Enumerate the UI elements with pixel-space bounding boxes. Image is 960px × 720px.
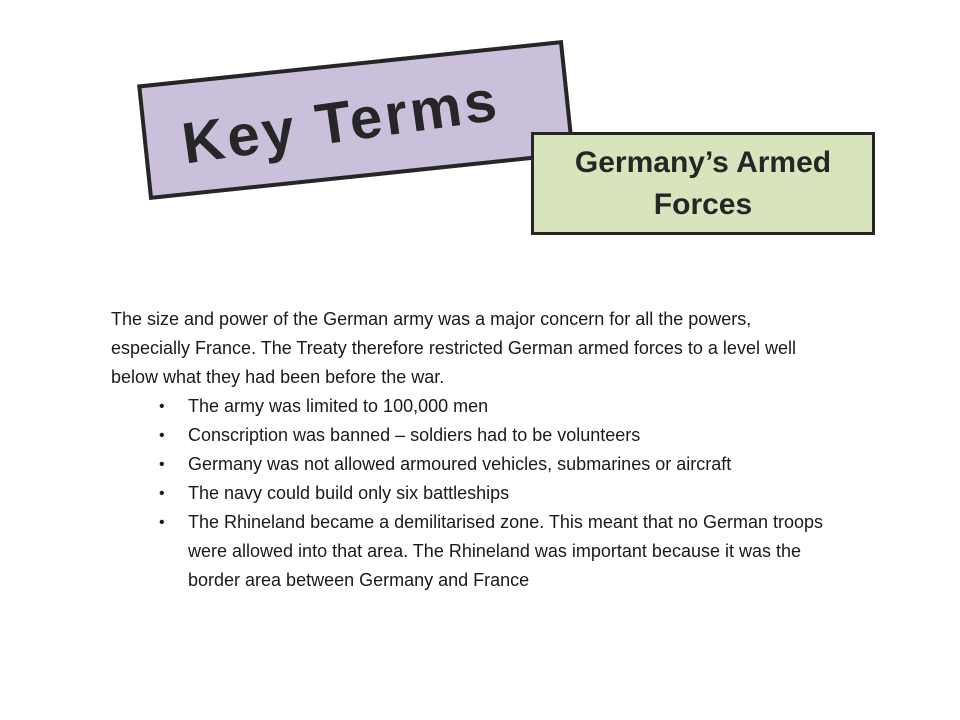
list-item-text: Germany was not allowed armoured vehicles, submarines or aircraft (188, 454, 732, 474)
topic-title: Germany’s Armed Forces (574, 145, 832, 221)
topic-box (531, 132, 875, 235)
list-item-text: The navy could build only six battleships (188, 483, 510, 503)
list-item-text: Conscription was banned – soldiers had to be volunteers (188, 425, 641, 445)
intro-paragraph: The size and power of the German army was a major concern for all the powers, especially France. The Treaty therefore restricted German armed forces to a level well below what they had been before the war. (111, 309, 796, 387)
key-terms-title: Key Terms (178, 67, 504, 176)
list-item (111, 479, 858, 508)
list-item (111, 392, 858, 421)
list-item (111, 508, 858, 595)
bullet-icon: • (159, 485, 165, 502)
bullet-list (111, 392, 871, 595)
bullet-icon: • (159, 514, 165, 531)
bullet-icon: • (159, 427, 165, 444)
content-body (111, 305, 871, 595)
list-item-text: The army was limited to 100,000 men (188, 396, 489, 416)
list-item (111, 421, 858, 450)
bullet-icon: • (159, 398, 165, 415)
key-terms-banner (137, 40, 575, 200)
list-item-text: The Rhineland became a demilitarised zone. This meant that no German troops were allowed into that area. The Rhineland was important because it was the border area between Germany and France (188, 512, 824, 590)
list-item (111, 450, 858, 479)
bullet-icon: • (159, 456, 165, 473)
